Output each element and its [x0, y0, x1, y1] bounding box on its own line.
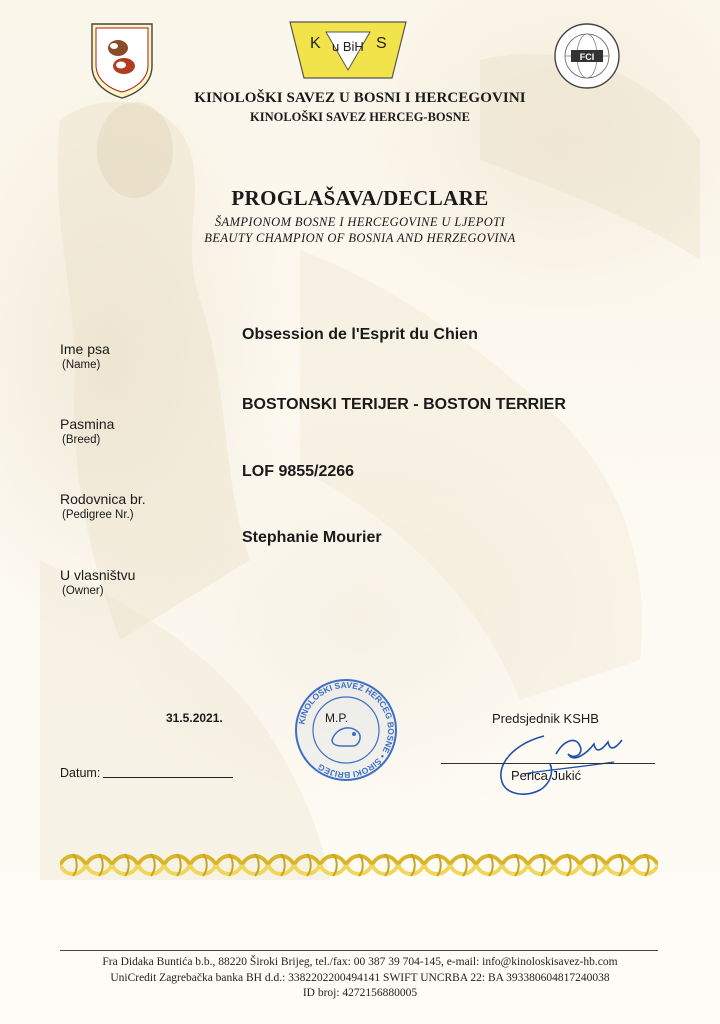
owner-label-en: (Owner): [62, 585, 104, 597]
footer-address: Fra Didaka Buntića b.b., 88220 Široki Brijeg, tel./fax: 00 387 39 704-145, e-mail: info@kinoloskisavez-hb.com: [102, 956, 618, 968]
footer-divider: [60, 950, 658, 951]
dog-name-label-en: (Name): [62, 359, 101, 371]
owner-label: U vlasništvu: [60, 567, 136, 583]
fci-logo: [553, 22, 621, 90]
fci-short-text: FCI: [579, 52, 595, 62]
pedigree-label-en: (Pedigree Nr.): [62, 509, 134, 521]
president-signature: [484, 724, 634, 804]
president-title: Predsjednik KSHB: [492, 711, 599, 726]
stamp-ring-text: KINOLOŠKI SAVEZ HERCEG BOSNE • ŠIROKI BRIJEG: [296, 679, 397, 781]
official-stamp: [292, 676, 400, 784]
logo-letter-s: S: [376, 35, 387, 52]
president-name: Perica Jukić: [511, 768, 582, 783]
footer-id: ID broj: 4272156880005: [302, 987, 418, 999]
org-name-secondary: KINOLOŠKI SAVEZ HERCEG-BOSNE: [250, 110, 470, 124]
declaration-subtitle-bs: ŠAMPIONOM BOSNE I HERCEGOVINE U LJEPOTI: [214, 215, 506, 229]
pedigree-label: Rodovnica br.: [60, 491, 146, 507]
logo-letters-ubih: u BiH: [332, 39, 364, 54]
owner-value: Stephanie Mourier: [242, 529, 382, 546]
breed-label-en: (Breed): [62, 434, 101, 446]
stamp-mp-label: M.P.: [325, 711, 349, 725]
breed-value: BOSTONSKI TERIJER - BOSTON TERRIER: [242, 396, 566, 413]
dog-name-value: Obsession de l'Esprit du Chien: [242, 326, 478, 343]
logo-letter-k: K: [310, 35, 321, 52]
date-underline: [103, 777, 233, 778]
breed-label: Pasmina: [60, 416, 115, 432]
date-label: Datum:: [60, 766, 101, 780]
footer-bank: UniCredit Zagrebačka banka BH d.d.: 3382202200494141 SWIFT UNCRBA 22: BA 393380604817240038: [110, 972, 610, 984]
kubih-logo: [288, 18, 408, 82]
date-value: 31.5.2021.: [166, 711, 223, 725]
signature-line: [441, 763, 655, 764]
pedigree-value: LOF 9855/2266: [242, 463, 355, 480]
decorative-braid: [60, 852, 658, 878]
declaration-title: PROGLAŠAVA/DECLARE: [231, 186, 489, 210]
declaration-subtitle-en: BEAUTY CHAMPION OF BOSNIA AND HERZEGOVINA: [204, 231, 516, 245]
dog-name-label: Ime psa: [60, 341, 110, 357]
kshb-logo: [88, 20, 156, 100]
org-name-primary: KINOLOŠKI SAVEZ U BOSNI I HERCEGOVINI: [194, 90, 526, 106]
